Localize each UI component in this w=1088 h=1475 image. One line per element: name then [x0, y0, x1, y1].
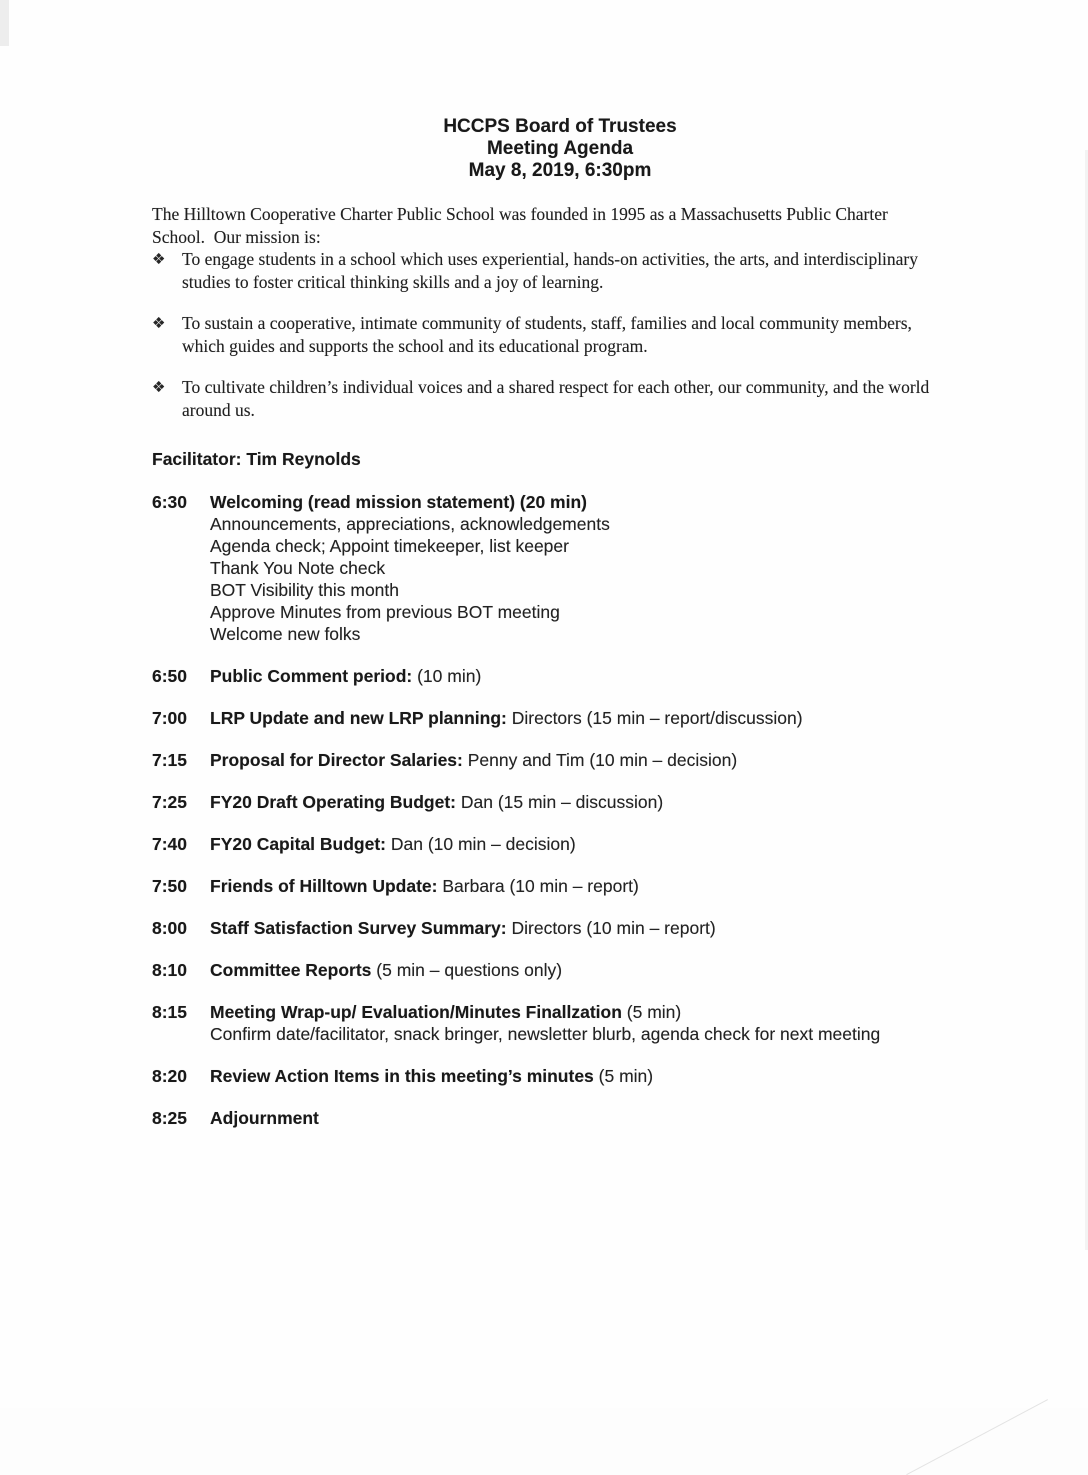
agenda-body — [210, 1065, 968, 1087]
agenda-title: Meeting Wrap-up/ Evaluation/Minutes Finallzation — [210, 1001, 622, 1022]
bullet-diamond-icon: ❖ — [152, 252, 166, 268]
agenda-subitem: Welcome new folks — [210, 623, 361, 644]
agenda-detail: (5 min – questions only) — [371, 959, 563, 980]
agenda-body — [210, 1107, 968, 1129]
agenda-title: Public Comment period: — [210, 665, 413, 686]
agenda-title: Staff Satisfaction Survey Summary: — [210, 917, 507, 938]
agenda-subitem: Agenda check; Appoint timekeeper, list keeper — [210, 535, 569, 556]
agenda-title: FY20 Capital Budget: — [210, 833, 386, 854]
agenda-detail: Directors (10 min – report) — [506, 917, 716, 938]
agenda-item — [152, 959, 968, 981]
agenda-title: Review Action Items in this meeting’s minutes — [210, 1065, 594, 1086]
agenda-body — [210, 833, 968, 855]
agenda-detail: Dan (10 min – decision) — [386, 833, 576, 854]
agenda-time: 7:40 — [152, 833, 188, 854]
agenda-time: 8:10 — [152, 959, 188, 980]
agenda-item — [152, 491, 968, 645]
agenda-item — [152, 1107, 968, 1129]
header-title: HCCPS Board of Trustees — [443, 116, 677, 137]
mission-bullet-text: To cultivate children’s individual voices and a shared respect for each other, our community, and the world around us. — [182, 377, 930, 420]
agenda-title: FY20 Draft Operating Budget: — [210, 791, 456, 812]
agenda-item — [152, 665, 968, 687]
agenda-detail: Penny and Tim (10 min – decision) — [462, 749, 738, 770]
agenda-item — [152, 917, 968, 939]
agenda-time: 8:25 — [152, 1107, 188, 1128]
mission-bullet — [152, 248, 968, 293]
agenda-body — [210, 791, 968, 813]
agenda-item — [152, 791, 968, 813]
mission-bullet — [152, 376, 968, 421]
agenda-item — [152, 875, 968, 897]
agenda-title: Adjournment — [210, 1107, 319, 1128]
agenda-time: 7:00 — [152, 707, 188, 728]
agenda-list — [152, 491, 968, 1129]
agenda-title: Committee Reports — [210, 959, 372, 980]
agenda-body — [210, 917, 968, 939]
mission-bullet-text: To sustain a cooperative, intimate community of students, staff, families and local community members, which guides and supports the school and its educational program. — [182, 313, 912, 356]
agenda-body — [210, 1001, 968, 1045]
agenda-subitem: Approve Minutes from previous BOT meeting — [210, 601, 560, 622]
agenda-detail: (5 min) — [621, 1001, 682, 1022]
agenda-subitem: Announcements, appreciations, acknowledgements — [210, 513, 610, 534]
agenda-body — [210, 749, 968, 771]
mission-bullet-list — [152, 248, 968, 421]
mission-bullet — [152, 312, 968, 357]
agenda-time: 8:00 — [152, 917, 188, 938]
agenda-time: 6:30 — [152, 491, 188, 512]
agenda-detail: Directors (15 min – report/discussion) — [506, 707, 803, 728]
agenda-body — [210, 875, 968, 897]
document-header — [32, 116, 1088, 182]
agenda-time: 7:15 — [152, 749, 188, 770]
agenda-item — [152, 1065, 968, 1087]
mission-bullet-text: To engage students in a school which uses experiential, hands-on activities, the arts, and interdisciplinary studies to foster critical thinking skills and a joy of learning. — [182, 249, 919, 292]
agenda-time: 7:50 — [152, 875, 188, 896]
agenda-body — [210, 707, 968, 729]
document-body — [152, 203, 968, 1129]
agenda-title: Proposal for Director Salaries: — [210, 749, 463, 770]
scan-smudge-artifact — [906, 1399, 1048, 1475]
agenda-subitems — [210, 513, 968, 645]
agenda-body — [210, 959, 968, 981]
agenda-item — [152, 833, 968, 855]
agenda-time: 8:20 — [152, 1065, 188, 1086]
agenda-item — [152, 707, 968, 729]
header-subtitle: Meeting Agenda — [486, 138, 634, 159]
agenda-detail: (10 min) — [412, 665, 482, 686]
header-date: May 8, 2019, 6:30pm — [468, 160, 652, 181]
agenda-detail: Barbara (10 min – report) — [437, 875, 639, 896]
agenda-item — [152, 749, 968, 771]
agenda-title: Friends of Hilltown Update: — [210, 875, 438, 896]
intro-paragraph: The Hilltown Cooperative Charter Public School was founded in 1995 as a Massachusetts Public Charter School. Our mission is: — [152, 204, 893, 247]
agenda-body — [210, 665, 968, 687]
agenda-detail: Dan (15 min – discussion) — [456, 791, 664, 812]
agenda-detail: (5 min) — [593, 1065, 654, 1086]
scan-edge-artifact — [0, 0, 9, 46]
agenda-time: 6:50 — [152, 665, 188, 686]
agenda-subitem: Thank You Note check — [210, 557, 386, 578]
facilitator-line: Facilitator: Tim Reynolds — [152, 449, 361, 469]
bullet-diamond-icon: ❖ — [152, 316, 166, 332]
agenda-time: 8:15 — [152, 1001, 188, 1022]
agenda-title: Welcoming (read mission statement) (20 min) — [210, 491, 587, 512]
agenda-time: 7:25 — [152, 791, 188, 812]
agenda-body — [210, 491, 968, 645]
agenda-title: LRP Update and new LRP planning: — [210, 707, 507, 728]
agenda-subitems — [210, 1023, 968, 1045]
bullet-diamond-icon: ❖ — [152, 380, 166, 396]
agenda-item — [152, 1001, 968, 1045]
agenda-subitem: Confirm date/facilitator, snack bringer, newsletter blurb, agenda check for next meeting — [210, 1023, 881, 1044]
agenda-subitem: BOT Visibility this month — [210, 579, 400, 600]
